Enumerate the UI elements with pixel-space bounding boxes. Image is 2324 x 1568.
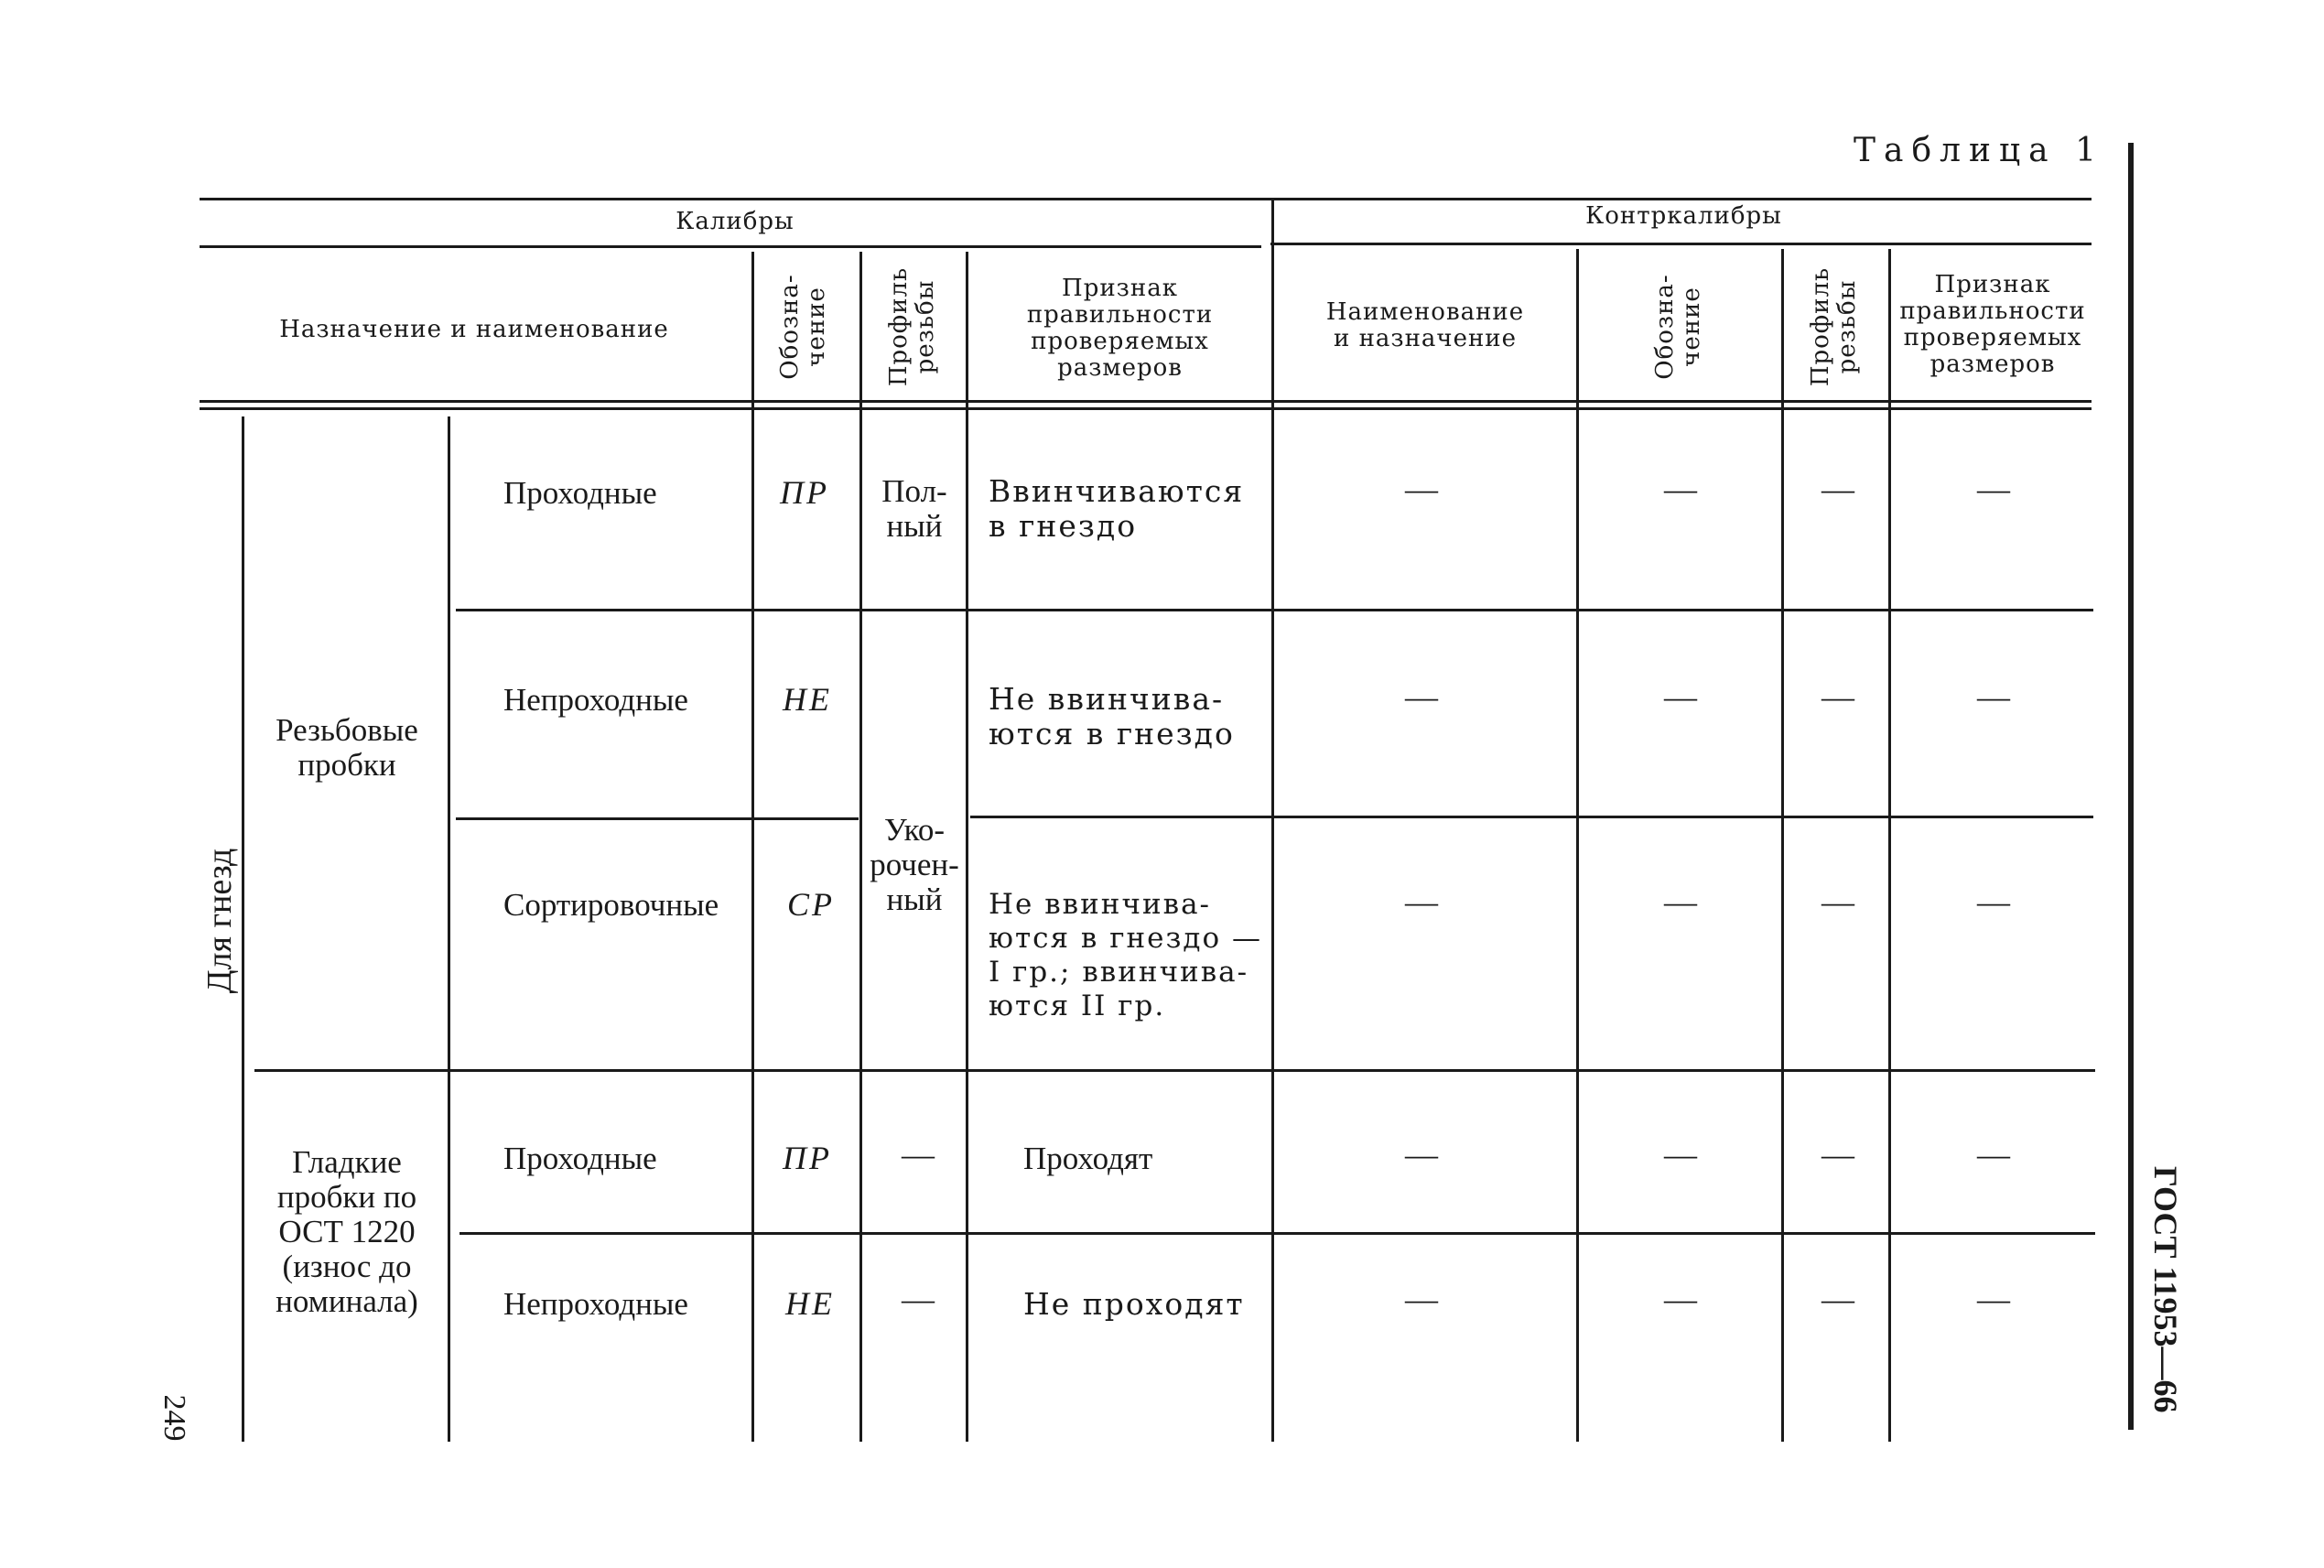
row1-code: ПР [780,474,829,511]
category-smooth: Гладкие пробки по ОСТ 1220 (износ до номинала) [276,1144,418,1319]
row5-counter-name: — [1405,1281,1438,1317]
row4-code: ПР [783,1140,832,1176]
header-counter-profile: Профиль резьбы [1807,266,1861,387]
row1-counter-name: — [1405,470,1438,507]
col-rule-side [242,416,244,1442]
row5-sign: Не проходят [1023,1286,1245,1322]
rule-group-counter [1270,243,2092,245]
row5-code: НЕ [785,1285,835,1322]
row4-counter-name: — [1405,1136,1438,1173]
row5-counter-des: — [1664,1281,1697,1317]
row5-profile: — [902,1281,935,1317]
row4-counter-prof: — [1821,1136,1854,1173]
row4-counter-des: — [1664,1136,1697,1173]
rule-section-bottom [254,1069,2095,1072]
row4-counter-sign: — [1977,1136,2010,1173]
side-label: Для гнезд [200,848,239,994]
row4-sign: Проходят [1023,1141,1153,1176]
profile-full: Пол- ный [881,473,947,544]
row3-counter-prof: — [1821,883,1854,920]
header-counter-name: Наименование и назначение [1325,298,1525,352]
header-designation: Обозна- чение [776,274,830,380]
col-rule-counter-sign [1888,249,1891,1442]
right-margin-rule [2128,143,2134,1430]
row5-name: Непроходные [503,1286,688,1322]
header-counter-sign: Признак правильности проверяемых размеров [1899,271,2086,378]
row3-code: СР [787,886,836,923]
rule-top [200,198,2092,200]
group-calibers-header: Калибры [676,208,794,235]
row1-counter-sign: — [1977,470,2010,507]
header-counter-designation: Обозна- чение [1651,274,1705,380]
col-rule-counter-prof [1781,249,1784,1442]
row3-counter-name: — [1405,883,1438,920]
row2-counter-sign: — [1977,678,2010,715]
doc-code: ГОСТ 11953—66 [2147,1166,2184,1413]
page-number: 249 [157,1394,191,1442]
row3-name: Сортировочные [503,887,719,923]
row2-name: Непроходные [503,682,688,718]
row1-sign: Ввинчиваются в гнездо [989,473,1245,544]
row4-profile: — [902,1136,935,1173]
row2-counter-prof: — [1821,678,1854,715]
row2-counter-des: — [1664,678,1697,715]
row1-counter-prof: — [1821,470,1854,507]
row5-counter-prof: — [1821,1281,1854,1317]
row3-sign: Не ввинчива- ются в гнездо — I гр.; ввинчива- ются II гр. [989,888,1262,1022]
row4-name: Проходные [503,1141,657,1176]
row1-counter-des: — [1664,470,1697,507]
header-profile: Профиль резьбы [885,266,939,387]
row2-counter-name: — [1405,678,1438,715]
row5-counter-sign: — [1977,1281,2010,1317]
row3-counter-des: — [1664,883,1697,920]
header-sign: Признак правильности проверяемых размеров [1026,275,1214,382]
col-rule-designation [751,252,754,1442]
table-title: Таблица 1 [1854,132,2104,169]
rule-row2-bottom-left [456,817,859,820]
rule-row1-bottom [456,609,2093,611]
rule-group-calibers [200,245,1261,248]
rule-row4-bottom [459,1232,2095,1235]
row3-counter-sign: — [1977,883,2010,920]
rule-header-bottom-2 [200,407,2092,410]
row2-code: НЕ [783,681,832,718]
rule-row2-bottom-right [970,816,2093,818]
group-counter-header: Контркалибры [1585,202,1782,230]
row1-name: Проходные [503,475,657,511]
col-rule-counter-des [1576,249,1579,1442]
category-threaded: Резьбовые пробки [276,712,418,783]
row2-sign: Не ввинчива- ются в гнездо [989,681,1235,752]
col-rule-group-split [1271,200,1274,1442]
profile-shortened: Уко- рочен- ный [870,812,959,917]
header-purpose: Назначение и наименование [279,316,669,343]
